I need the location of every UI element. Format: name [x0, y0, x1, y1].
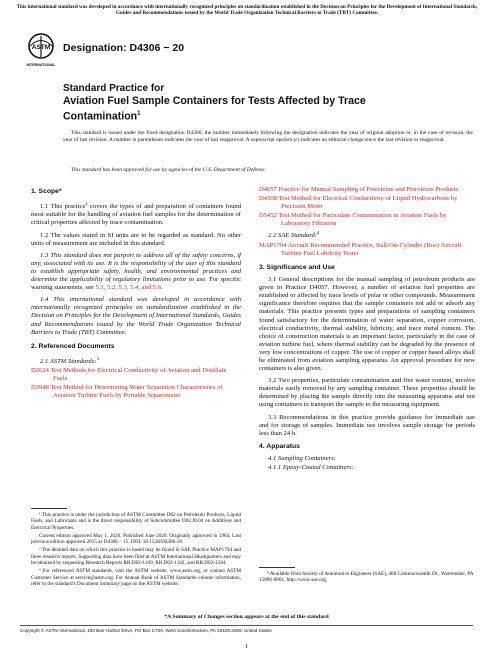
ref-item: D4057 Practice for Manual Sampling of Petroleum and Petroleum Products — [259, 186, 459, 193]
title-line-2 — [63, 95, 443, 124]
footnote-1-edition: Current edition approved May 1, 2020. Published June 2020. Originally approved in 1984. Last previous edition approved 2015 as D4306 – 15. DOI: 10.1520/D4306-20. — [31, 532, 241, 546]
right-column — [259, 186, 475, 473]
page-number: 1 — [244, 643, 249, 650]
copyright-line: Copyright © ASTM International, 100 Barr Harbor Drive, PO Box C700, West Conshohocken, PA 19428-2959. United States — [20, 625, 473, 633]
footnote-3: ³ For referenced ASTM standards, visit the ASTM website, www.astm.org, or contact ASTM Customer Service at service@astm.org. For Annual Book of ASTM Standards volume information, refer to the standard's Document Summary page on the ASTM website. — [31, 568, 241, 587]
ref-item: D5452 Test Method for Particulate Contamination in Aviation Fuels by Laboratory Filtration — [259, 212, 447, 228]
summary-of-changes-notice: *A Summary of Changes section appears at the end of this standard — [164, 614, 329, 620]
ref-item: D4308 Test Method for Electrical Conductivity of Liquid Hydrocarbons by Precision Meter — [259, 195, 458, 211]
section-significance-heading: 3. Significance and Use — [259, 263, 335, 271]
logo-text: ASTM — [31, 44, 51, 51]
para-3-3: 3.3 Recommendations in this practice provide guidance for immediate use and for storage of samples. Immediate use involves sample storage for periods less than 24 h. — [259, 413, 475, 437]
section-apparatus-heading: 4. Apparatus — [259, 442, 300, 450]
footnotes-left — [31, 508, 241, 589]
para-4-1-1: 4.1.1 Epoxy-Coated Containers: — [268, 464, 354, 471]
para-4-1: 4.1 Sampling Containers: — [268, 454, 336, 462]
standard-note: This standard is issued under the fixed designation D4306; the number immediately following the designation indicates the year of original adoption or, in the case of revision, the year of last revision. A number in parentheses indicates the year of last reapproval. A superscript epsilon (ε) indicates an editorial change since the last revision or reapproval. — [63, 130, 473, 143]
left-column — [31, 186, 241, 401]
ref-item: MAP1794 Aircraft Recommended Practice, Ball-On-Cylinder (Boc) Aircraft Turbine Fuel Lubricity Tester — [259, 241, 462, 257]
title-line-1: Standard Practice for — [63, 83, 165, 94]
footnote-rule — [259, 567, 295, 568]
para-3-1: 3.1 General descriptions for the manual sampling of petroleum products are given in Practice D4057. However, a number of aviation fuel properties are established or affected by trace levels of polar or other compounds. Measurement significance therefore requires that the sample containers not add or adsorb any materials. This practice presents types and preparations of sampling containers found satisfactory for the determination of water separation, copper corrosion, electrical conductivity, thermal stability, lubricity, and trace metal content. The choice of construction materials is an important factor, particularly in the case of aviation turbine fuel, where thermal stability can be degraded by the presence of very low concentrations of copper. The use of copper or copper based alloys shall be eliminated from aviation sampling apparatus. An approval procedure for new containers is also given. — [259, 276, 475, 373]
ref-link-d5452[interactable]: D5452 — [259, 212, 277, 220]
ref-link-d4057[interactable]: D4057 — [259, 186, 277, 193]
section-scope-heading: 1. Scope* — [31, 188, 62, 195]
footnote-rule — [31, 508, 67, 509]
title-footnote-marker: 1 — [137, 111, 141, 117]
sae-standard-label: 2.2 SAE Standard:$^4$ — [268, 230, 320, 240]
title-main: Aviation Fuel Sample Containers for Tests Affected by Trace Contamination — [63, 95, 366, 123]
designation: Designation: D4306 − 20 — [63, 42, 185, 54]
logo-subtext: INTERNATIONAL — [26, 63, 56, 67]
astm-logo — [26, 33, 56, 69]
footnotes-right — [259, 567, 475, 584]
tbt-notice: This international standard was developed in accordance with internationally recognized principles on standardization established in the Decision on Principles for the Development of International Standards, Guides and Recommendations issued by the World Trade Organization Technical Barriers to Trade (TBT) Committee. — [16, 4, 478, 17]
dod-approval-note: This standard has been approved for use by agencies of the U.S. Department of Defense. — [71, 167, 266, 173]
document-title — [63, 83, 443, 124]
ref-link-d2624[interactable]: D2624 — [31, 367, 49, 375]
ref-item: D3948 Test Method for Determining Water Separation Characteristics of Aviation Turbine Fuels by Portable Separometer — [31, 384, 223, 400]
ref-link-map1794[interactable]: MAP1794 — [259, 241, 287, 249]
footnote-2: ² The detailed data on which this practice is based may be found in SAE Practice MAP1794 and three research reports. Supporting data have been filed at ASTM International Headquarters and may be obtained by requesting Research Reports RR:D02-1169, RR:D02-1142, and RR:D02-1504. — [31, 547, 241, 567]
para-1-2: 1.2 The values stated in SI units are to be regarded as standard. No other units of measurement are included in this standard. — [31, 231, 241, 247]
warning-refs-link[interactable]: 5.1, 5.2, 5.3, 5.4, and 5.6 — [95, 284, 162, 292]
ref-link-d4308[interactable]: D4308 — [259, 195, 277, 203]
para-1-4: 1.4 This international standard was developed in accordance with internationally recognized principles on standardization established in the Decision on Principles for the Development of International Standards, Guides and Recommendations issued by the World Trade Organization Technical Barriers to Trade (TBT) Committee. — [31, 296, 241, 336]
ref-link-d3948[interactable]: D3948 — [31, 384, 49, 392]
para-1-3: 1.3 This standard does not purport to address all of the safety concerns, if any, associated with its use. It is the responsibility of the user of this standard to establish appropriate safety, health, and environmental practices and determine the applicability of regulatory limitations prior to use. For specific warning statements, see 5.1, 5.2, 5.3, 5.4, and 5.6. — [31, 251, 241, 292]
para-1-1: 1.1 This practice$^2$ covers the types of and preparation of containers found most suitable for the handling of aviation fuel samples for the determination of critical properties affected by trace contamination. — [31, 201, 241, 227]
section-referenced-documents-heading: 2. Referenced Documents — [31, 342, 115, 350]
footnote-4: ⁴ Available from Society of Automotive Engineers (SAE), 400 Commonwealth Dr., Warrendale, PA 15096-0001, http://www.sae.org. — [259, 571, 474, 584]
astm-standards-label: 2.1 ASTM Standards:$^3$ — [40, 355, 99, 365]
ref-item: D2624 Test Methods for Electrical Conductivity of Aviation and Distillate Fuels — [31, 367, 227, 383]
para-3-2: 3.2 Two properties, particulate contamination and free water content, involve materials easily removed by any sampling container. These properties should be determined by placing the sample directly into the measuring apparatus and not using containers to transport the sample to the measuring equipment. — [259, 377, 475, 409]
footnote-1: ¹ This practice is under the jurisdiction of ASTM Committee D02 on Petroleum Products, Liquid Fuels, and Lubricants and is the direct responsibility of Subcommittee D02.J0.04 on Additives and Electrical Properties. — [31, 512, 241, 531]
